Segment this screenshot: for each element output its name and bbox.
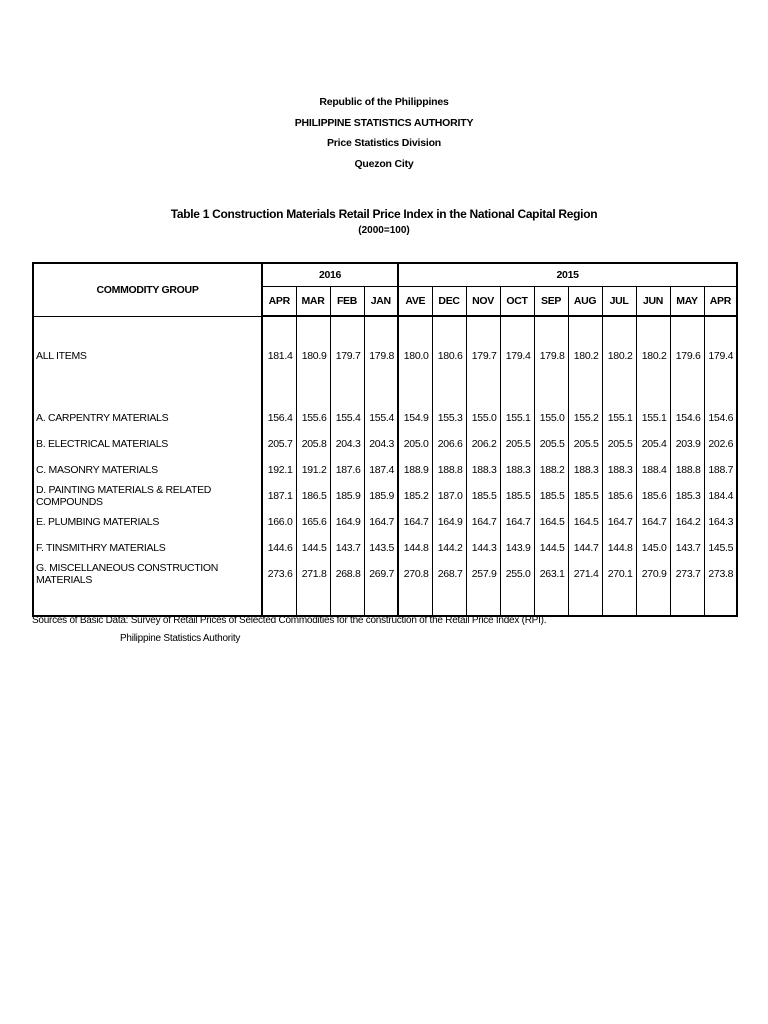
table-row: [33, 483, 737, 509]
cell-value: 154.6: [670, 405, 704, 431]
cell-value: 144.5: [296, 535, 330, 561]
table-heading: [0, 205, 768, 239]
cell-value: 180.2: [602, 343, 636, 369]
month-header: DEC: [432, 287, 466, 317]
cell-value: 143.7: [330, 535, 364, 561]
month-header: FEB: [330, 287, 364, 317]
cell-value: 188.2: [534, 457, 568, 483]
sources-agency: Philippine Statistics Authority: [120, 633, 241, 644]
cell-value: 144.5: [534, 535, 568, 561]
cell-value: 164.7: [500, 509, 534, 535]
cell-value: 164.3: [704, 509, 737, 535]
cell-value: 145.5: [704, 535, 737, 561]
month-header: SEP: [534, 287, 568, 317]
cell-value: 185.9: [364, 483, 398, 509]
header-republic: Republic of the Philippines: [319, 96, 449, 108]
cell-value: 179.7: [330, 343, 364, 369]
table-subtitle: (2000=100): [358, 225, 410, 236]
cell-value: 188.3: [500, 457, 534, 483]
cell-value: 144.3: [466, 535, 500, 561]
cell-value: 155.1: [636, 405, 670, 431]
table-row: [33, 535, 737, 561]
row-label: G. MISCELLANEOUS CONSTRUCTION MATERIALS: [33, 561, 262, 587]
month-header: AVE: [398, 287, 432, 317]
cell-value: 273.8: [704, 561, 737, 587]
cell-value: 155.0: [534, 405, 568, 431]
cell-value: 188.3: [568, 457, 602, 483]
year-header-row: [33, 263, 737, 287]
cell-value: 187.0: [432, 483, 466, 509]
row-label: ALL ITEMS: [33, 343, 262, 369]
cell-value: 205.5: [568, 431, 602, 457]
cell-value: 257.9: [466, 561, 500, 587]
cell-value: 188.3: [602, 457, 636, 483]
cell-value: 188.4: [636, 457, 670, 483]
cell-value: 268.8: [330, 561, 364, 587]
sources-line: Sources of Basic Data: Survey of Retail Prices of Selected Commodities for the construction of the Retail Price Index (RPI).: [32, 615, 547, 626]
table-row-all-items: [33, 343, 737, 369]
cell-value: 269.7: [364, 561, 398, 587]
cell-value: 188.8: [432, 457, 466, 483]
row-label: E. PLUMBING MATERIALS: [33, 509, 262, 535]
cell-value: 164.2: [670, 509, 704, 535]
cell-value: 206.2: [466, 431, 500, 457]
cell-value: 154.9: [398, 405, 432, 431]
cell-value: 255.0: [500, 561, 534, 587]
cell-value: 179.4: [704, 343, 737, 369]
cell-value: 184.4: [704, 483, 737, 509]
cell-value: 205.0: [398, 431, 432, 457]
cell-value: 164.7: [466, 509, 500, 535]
cell-value: 179.8: [534, 343, 568, 369]
cell-value: 164.5: [568, 509, 602, 535]
month-header: JUL: [602, 287, 636, 317]
cell-value: 206.6: [432, 431, 466, 457]
cell-value: 273.7: [670, 561, 704, 587]
commodity-group-header: COMMODITY GROUP: [33, 263, 262, 316]
cell-value: 205.5: [602, 431, 636, 457]
row-label: F. TINSMITHRY MATERIALS: [33, 535, 262, 561]
cell-value: 202.6: [704, 431, 737, 457]
cell-value: 144.2: [432, 535, 466, 561]
cell-value: 155.6: [296, 405, 330, 431]
cell-value: 155.3: [432, 405, 466, 431]
month-header: APR: [704, 287, 737, 317]
month-header: NOV: [466, 287, 500, 317]
sources-note: [32, 612, 736, 648]
month-header: MAR: [296, 287, 330, 317]
cell-value: 155.2: [568, 405, 602, 431]
cell-value: 205.5: [500, 431, 534, 457]
month-header: JAN: [364, 287, 398, 317]
cell-value: 164.7: [636, 509, 670, 535]
table-row: [33, 509, 737, 535]
cell-value: 143.9: [500, 535, 534, 561]
cell-value: 185.3: [670, 483, 704, 509]
row-label: B. ELECTRICAL MATERIALS: [33, 431, 262, 457]
cell-value: 263.1: [534, 561, 568, 587]
cell-value: 205.5: [534, 431, 568, 457]
month-header: AUG: [568, 287, 602, 317]
row-label: D. PAINTING MATERIALS & RELATED COMPOUNDS: [33, 483, 262, 509]
table-title: Table 1 Construction Materials Retail Price Index in the National Capital Region: [170, 207, 598, 221]
cell-value: 188.8: [670, 457, 704, 483]
cell-value: 185.6: [636, 483, 670, 509]
year-2015-header: 2015: [398, 263, 737, 287]
row-label: C. MASONRY MATERIALS: [33, 457, 262, 483]
cell-value: 144.7: [568, 535, 602, 561]
cell-value: 185.5: [534, 483, 568, 509]
cell-value: 155.1: [602, 405, 636, 431]
cell-value: 191.2: [296, 457, 330, 483]
header-city: Quezon City: [354, 157, 414, 170]
cell-value: 144.6: [262, 535, 296, 561]
cell-value: 185.6: [602, 483, 636, 509]
cell-value: 166.0: [262, 509, 296, 535]
cell-value: 205.8: [296, 431, 330, 457]
cell-value: 192.1: [262, 457, 296, 483]
year-2016-header: 2016: [262, 263, 398, 287]
table-row: [33, 431, 737, 457]
cell-value: 164.7: [398, 509, 432, 535]
cell-value: 185.2: [398, 483, 432, 509]
month-header: OCT: [500, 287, 534, 317]
cell-value: 188.9: [398, 457, 432, 483]
cell-value: 185.5: [466, 483, 500, 509]
cell-value: 179.8: [364, 343, 398, 369]
cell-value: 205.7: [262, 431, 296, 457]
table-row: [33, 457, 737, 483]
cell-value: 204.3: [330, 431, 364, 457]
cell-value: 164.7: [602, 509, 636, 535]
cell-value: 144.8: [398, 535, 432, 561]
cell-value: 180.2: [636, 343, 670, 369]
cell-value: 164.7: [364, 509, 398, 535]
cell-value: 164.9: [432, 509, 466, 535]
spacer-row: [33, 369, 737, 405]
spacer-row: [33, 316, 737, 343]
cell-value: 185.5: [500, 483, 534, 509]
cell-value: 270.9: [636, 561, 670, 587]
cell-value: 203.9: [670, 431, 704, 457]
cell-value: 187.4: [364, 457, 398, 483]
cell-value: 180.2: [568, 343, 602, 369]
price-index-table: [32, 262, 738, 617]
cell-value: 188.3: [466, 457, 500, 483]
table-row: [33, 405, 737, 431]
cell-value: 268.7: [432, 561, 466, 587]
cell-value: 186.5: [296, 483, 330, 509]
cell-value: 179.6: [670, 343, 704, 369]
cell-value: 144.8: [602, 535, 636, 561]
cell-value: 270.8: [398, 561, 432, 587]
cell-value: 273.6: [262, 561, 296, 587]
cell-value: 154.6: [704, 405, 737, 431]
cell-value: 271.8: [296, 561, 330, 587]
cell-value: 155.1: [500, 405, 534, 431]
month-header: JUN: [636, 287, 670, 317]
cell-value: 155.0: [466, 405, 500, 431]
cell-value: 185.5: [568, 483, 602, 509]
cell-value: 164.5: [534, 509, 568, 535]
row-label: A. CARPENTRY MATERIALS: [33, 405, 262, 431]
cell-value: 180.9: [296, 343, 330, 369]
cell-value: 155.4: [330, 405, 364, 431]
cell-value: 181.4: [262, 343, 296, 369]
cell-value: 270.1: [602, 561, 636, 587]
cell-value: 155.4: [364, 405, 398, 431]
cell-value: 165.6: [296, 509, 330, 535]
cell-value: 187.6: [330, 457, 364, 483]
cell-value: 204.3: [364, 431, 398, 457]
cell-value: 145.0: [636, 535, 670, 561]
document-header: [0, 92, 768, 174]
header-division: Price Statistics Division: [326, 137, 442, 149]
cell-value: 185.9: [330, 483, 364, 509]
header-agency: PHILIPPINE STATISTICS AUTHORITY: [294, 116, 474, 129]
cell-value: 188.7: [704, 457, 737, 483]
cell-value: 164.9: [330, 509, 364, 535]
cell-value: 187.1: [262, 483, 296, 509]
cell-value: 156.4: [262, 405, 296, 431]
cell-value: 205.4: [636, 431, 670, 457]
month-header: MAY: [670, 287, 704, 317]
cell-value: 180.6: [432, 343, 466, 369]
table-row: [33, 561, 737, 587]
cell-value: 271.4: [568, 561, 602, 587]
cell-value: 179.7: [466, 343, 500, 369]
cell-value: 179.4: [500, 343, 534, 369]
cell-value: 143.7: [670, 535, 704, 561]
commodity-rows: [33, 405, 737, 587]
cell-value: 143.5: [364, 535, 398, 561]
cell-value: 180.0: [398, 343, 432, 369]
month-header: APR: [262, 287, 296, 317]
